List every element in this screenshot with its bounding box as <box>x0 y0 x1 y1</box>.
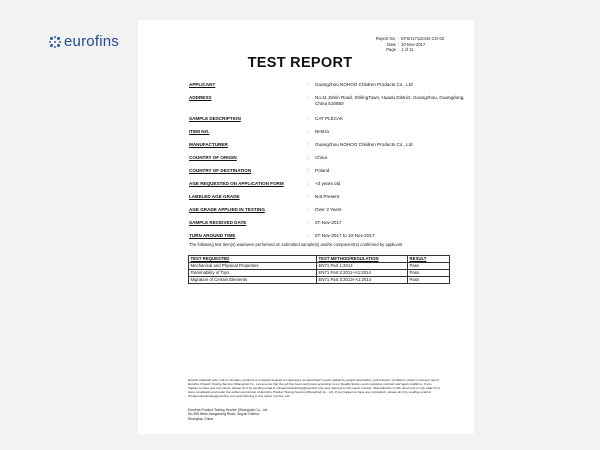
field-label: ADDRESS <box>189 95 212 100</box>
column-header: RESULT <box>408 256 450 263</box>
test-result: Pass <box>408 277 450 284</box>
test-method: EN71 Part 3:2013+A1:2014 <box>317 277 408 284</box>
tests-intro: The following test item(s) was/were performed on submitted sample(s) and/or component(s) confirmed by applicant <box>189 242 403 247</box>
field-value: Guangzhou NOHOO Children Products Co., Ltd <box>315 142 413 147</box>
field-label: APPLICANT <box>189 82 216 87</box>
field-label: MANUFACTURER <box>189 142 228 147</box>
field-label: AGE GRADE APPLIED IN TESTING <box>189 207 265 212</box>
footer-address: No.395 West Jiangchang Road, Jing'an District, <box>188 412 260 417</box>
report-page-row: Page : 1 of 11 <box>365 47 444 53</box>
report-date-row: Date : 10-Nov-2017 <box>365 42 444 48</box>
field-value: 07-Nov-2017 <box>315 220 342 225</box>
field-label: TURN AROUND TIME <box>189 233 236 238</box>
test-name: Flammability of Toys <box>189 270 317 277</box>
footer-city: Shanghai, China <box>188 416 214 421</box>
test-name: Mechanical and Physical Properties <box>189 263 317 270</box>
meta-value: 10-Nov-2017 <box>401 41 426 47</box>
field-label: COUNTRY OF ORIGIN <box>189 155 237 160</box>
footer-company: Eurofins Product Testing Service (Shanghai) Co., Ltd <box>188 408 268 412</box>
field-label: LABELED AGE GRADE <box>189 194 240 199</box>
field-value: 07-Nov-2017 to 10-Nov-2017 <box>315 233 375 238</box>
eurofins-logo <box>49 34 119 50</box>
report-number-row: Report No. : EFSH17110442-CG-02 <box>365 36 444 42</box>
field-value: CAT PLECAK <box>315 116 344 121</box>
field-value: Poland <box>315 168 330 173</box>
test-result: Pass <box>408 263 450 270</box>
field-value: +3 years old <box>315 181 341 186</box>
test-name: Migration of Certain Elements <box>189 277 317 284</box>
field-label: COUNTRY OF DESTINATION <box>189 168 252 173</box>
company-footer <box>188 408 267 421</box>
test-result: Pass <box>408 270 450 277</box>
field-value: China <box>315 155 328 160</box>
column-header: TEST REQUESTED <box>189 256 317 263</box>
test-method: EN71 Part 2:2011+A1:2014 <box>317 270 408 277</box>
meta-value: EFSH17110442-CG-02 <box>401 36 445 41</box>
brand-name: eurofins <box>64 33 119 50</box>
field-label: ITEM NO. <box>189 129 210 134</box>
field-label: SAMPLE RECEIVED DATE <box>189 220 247 225</box>
table-header-row <box>189 256 450 263</box>
field-value: Not Present <box>315 194 340 199</box>
disclaimer-text: Results obtained refer only to samples, products or material received in Laboratory, as described in point related to sample description, and tested in conditions shown in present report. Eurofins Product Testing Service (Shanghai) Co., Ltd assume that the job has been performed according to our Quality System and complying contract and legal conditions. If you happen to have any comments, please do it by sending email to chinaproducttesting@eurofins.com and referring to this report number. Reproduction of this document is only valid if it is done completely and under the written permission of Eurofins Product Testing Service (Shanghai) Co., Ltd. If you happen to have any complaints, please do it by sending email to chinaproducttesting@eurofins.com and referring to this report number. Ltd <box>188 378 441 399</box>
meta-label: Page <box>386 47 396 52</box>
field-value: NH041 <box>315 129 330 134</box>
field-label: AGE REQUESTED ON APPLICATION FORM <box>189 181 284 186</box>
tests-table <box>188 255 450 284</box>
meta-value: 1 of 11 <box>401 47 414 52</box>
table-row <box>189 270 450 277</box>
column-header: TEST METHOD/REGULATION <box>317 256 408 263</box>
field-value: Over 3 Years <box>315 207 342 212</box>
field-value: No.11 Zebin Road, ShilingTown, Huadu District, Guangzhou, Guangdong, China 510850 <box>315 95 465 106</box>
test-method: EN71 Part 1:2014 <box>317 263 408 270</box>
meta-label: Date <box>387 41 396 47</box>
report-meta <box>365 36 444 53</box>
eurofins-dots-icon <box>49 36 61 48</box>
table-row <box>189 263 450 270</box>
meta-label: Report No. <box>375 36 396 41</box>
field-label: SAMPLE DESCRIPTION <box>189 116 241 121</box>
page-title: TEST REPORT <box>247 55 353 71</box>
table-row <box>189 277 450 284</box>
field-value: Guangzhou NOHOO Children Products Co., Ltd <box>315 82 413 87</box>
